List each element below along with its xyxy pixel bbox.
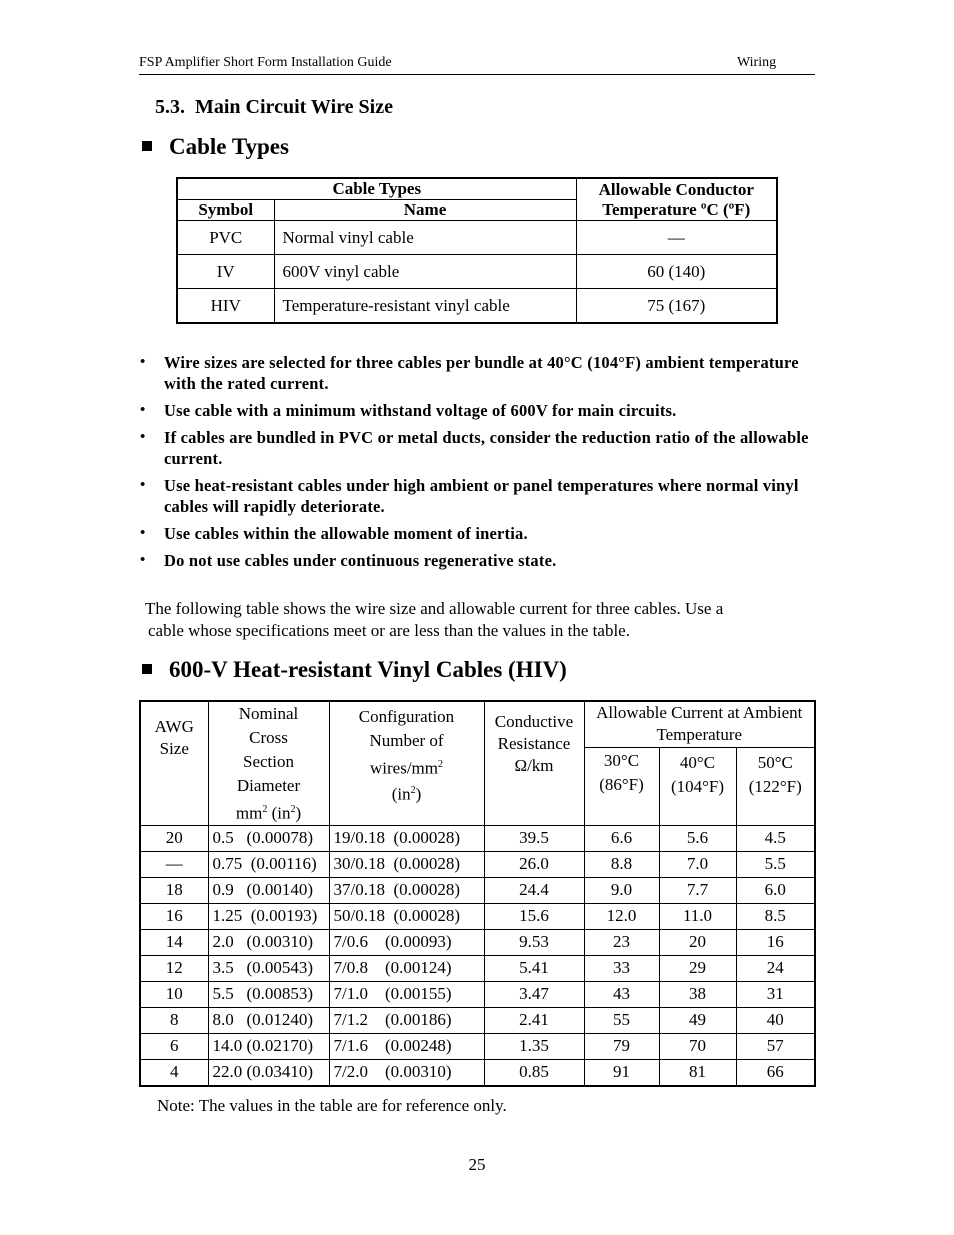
awg-cell: 4: [140, 1059, 208, 1086]
awg-header-line2: Size: [159, 739, 189, 758]
cross-section-cell: 22.0 (0.03410): [208, 1059, 329, 1086]
cross-section-cell: 14.0 (0.02170): [208, 1033, 329, 1059]
configuration-header: [329, 701, 484, 825]
configuration-cell: 7/1.2 (0.00186): [329, 1007, 484, 1033]
current-40c-cell: 7.0: [659, 851, 736, 877]
temp-cell: —: [576, 221, 777, 255]
allowable-temp-header-line1: Allowable Conductor: [598, 179, 754, 199]
resistance-cell: 1.35: [484, 1033, 584, 1059]
name-cell: Normal vinyl cable: [274, 221, 576, 255]
temp-30c-header: 30°C (86°F): [584, 748, 659, 825]
symbol-cell: PVC: [177, 221, 274, 255]
current-50c-cell: 4.5: [736, 825, 815, 851]
table-row: [140, 825, 815, 851]
name-cell: Temperature-resistant vinyl cable: [274, 289, 576, 324]
table-row: [140, 1033, 815, 1059]
current-40c-cell: 5.6: [659, 825, 736, 851]
current-40c-cell: 70: [659, 1033, 736, 1059]
configuration-header-line1: Configuration: [358, 707, 455, 726]
awg-cell: 20: [140, 825, 208, 851]
list-item: • If cables are bundled in PVC or metal ducts, consider the reduction ratio of the allowable current.: [140, 427, 820, 469]
table-row: [140, 1059, 815, 1086]
table-row: [177, 289, 777, 324]
current-30c-cell: 9.0: [584, 877, 659, 903]
current-40c-cell: 49: [659, 1007, 736, 1033]
cross-section-cell: 0.5 (0.00078): [208, 825, 329, 851]
cross-section-cell: 1.25 (0.00193): [208, 903, 329, 929]
current-30c-cell: 55: [584, 1007, 659, 1033]
table-row: [140, 877, 815, 903]
table-row: [140, 903, 815, 929]
resistance-cell: 2.41: [484, 1007, 584, 1033]
configuration-cell: 7/1.0 (0.00155): [329, 981, 484, 1007]
header-rule: [139, 74, 815, 75]
resistance-header-line3: Ω/km: [514, 756, 554, 775]
cross-section-cell: 3.5 (0.00543): [208, 955, 329, 981]
symbol-header: Symbol: [177, 200, 274, 221]
current-50c-cell: 5.5: [736, 851, 815, 877]
configuration-cell: 30/0.18 (0.00028): [329, 851, 484, 877]
current-50c-cell: 31: [736, 981, 815, 1007]
wiring-notes-list: [140, 352, 820, 577]
configuration-header-line3: wires/$mm^2$: [370, 758, 443, 778]
table-row: [140, 981, 815, 1007]
current-30c-cell: 6.6: [584, 825, 659, 851]
awg-cell: 16: [140, 903, 208, 929]
current-40c-cell: 81: [659, 1059, 736, 1086]
temp-cell: 75 (167): [576, 289, 777, 324]
cable-types-group-header: Cable Types: [177, 178, 576, 200]
temp-cell: 60 (140): [576, 255, 777, 289]
current-30c-cell: 43: [584, 981, 659, 1007]
page-number: 25: [468, 1155, 486, 1174]
cross-section-header: [208, 701, 329, 825]
current-30c-cell: 91: [584, 1059, 659, 1086]
table-row: [140, 851, 815, 877]
square-bullet-icon: [142, 664, 152, 674]
resistance-header: [484, 701, 584, 825]
current-40c-cell: 11.0: [659, 903, 736, 929]
intro-paragraph-line2: cable whose specifications meet or are less than the values in the table.: [148, 621, 630, 640]
configuration-cell: 19/0.18 (0.00028): [329, 825, 484, 851]
awg-header-line1: AWG: [154, 717, 194, 736]
resistance-cell: 26.0: [484, 851, 584, 877]
configuration-cell: 7/0.8 (0.00124): [329, 955, 484, 981]
allowable-temp-header-line2: Temperature ºC (ºF): [602, 199, 751, 219]
current-50c-cell: 66: [736, 1059, 815, 1086]
configuration-cell: 7/1.6 (0.00248): [329, 1033, 484, 1059]
resistance-header-line2: Resistance: [497, 734, 571, 753]
hiv-heading: [142, 657, 567, 683]
intro-paragraph: [145, 598, 805, 642]
current-30c-cell: 79: [584, 1033, 659, 1059]
name-cell: 600V vinyl cable: [274, 255, 576, 289]
cross-section-header-line2: Cross: [249, 728, 288, 747]
list-item: • Wire sizes are selected for three cables per bundle at 40°C (104°F) ambient temperature with the rated current.: [140, 352, 820, 394]
symbol-cell: IV: [177, 255, 274, 289]
cross-section-header-line4: Diameter: [236, 776, 301, 795]
section-number: 5.3.: [155, 96, 185, 118]
resistance-cell: 24.4: [484, 877, 584, 903]
resistance-cell: 3.47: [484, 981, 584, 1007]
current-40c-cell: 20: [659, 929, 736, 955]
current-40c-cell: 7.7: [659, 877, 736, 903]
name-header: Name: [274, 200, 576, 221]
table-note: Note: The values in the table are for reference only.: [157, 1096, 507, 1115]
allowable-current-header: [584, 701, 815, 748]
awg-cell: 10: [140, 981, 208, 1007]
cross-section-cell: 0.75 (0.00116): [208, 851, 329, 877]
square-bullet-icon: [142, 141, 152, 151]
current-50c-cell: 8.5: [736, 903, 815, 929]
temp-40c-header: 40°C (104°F): [659, 748, 736, 825]
current-40c-cell: 38: [659, 981, 736, 1007]
current-50c-cell: 57: [736, 1033, 815, 1059]
cross-section-cell: 5.5 (0.00853): [208, 981, 329, 1007]
table-row: [140, 929, 815, 955]
allowable-temp-header: [576, 178, 777, 221]
configuration-cell: 50/0.18 (0.00028): [329, 903, 484, 929]
temp-50c-header: 50°C (122°F): [736, 748, 815, 825]
table-row: [177, 221, 777, 255]
cross-section-cell: 0.9 (0.00140): [208, 877, 329, 903]
intro-paragraph-line1: The following table shows the wire size and allowable current for three cables. Use a: [145, 599, 724, 618]
cross-section-header-line5: $mm^2$ $(in^2)$: [235, 803, 302, 823]
configuration-cell: 7/0.6 (0.00093): [329, 929, 484, 955]
table-row: [140, 1007, 815, 1033]
current-50c-cell: 16: [736, 929, 815, 955]
cross-section-cell: 8.0 (0.01240): [208, 1007, 329, 1033]
awg-cell: 12: [140, 955, 208, 981]
awg-cell: 6: [140, 1033, 208, 1059]
current-30c-cell: 8.8: [584, 851, 659, 877]
list-item: • Do not use cables under continuous regenerative state.: [140, 550, 820, 571]
section-title: Main Circuit Wire Size: [195, 96, 393, 118]
cable-types-heading: [142, 134, 289, 160]
current-30c-cell: 23: [584, 929, 659, 955]
running-header-title: FSP Amplifier Short Form Installation Guide: [139, 55, 392, 70]
resistance-cell: 0.85: [484, 1059, 584, 1086]
awg-cell: —: [140, 851, 208, 877]
configuration-cell: 7/2.0 (0.00310): [329, 1059, 484, 1086]
table-row: [177, 255, 777, 289]
cross-section-header-line3: Section: [243, 752, 294, 771]
configuration-cell: 37/0.18 (0.00028): [329, 877, 484, 903]
list-item: • Use heat-resistant cables under high ambient or panel temperatures where normal vinyl cables will rapidly deteriorate.: [140, 475, 820, 517]
hiv-table-body: [140, 825, 815, 1086]
cross-section-cell: 2.0 (0.00310): [208, 929, 329, 955]
resistance-cell: 39.5: [484, 825, 584, 851]
list-item: • Use cable with a minimum withstand voltage of 600V for main circuits.: [140, 400, 820, 421]
awg-cell: 8: [140, 1007, 208, 1033]
running-header-section: Wiring: [737, 55, 777, 70]
current-50c-cell: 40: [736, 1007, 815, 1033]
current-50c-cell: 24: [736, 955, 815, 981]
current-30c-cell: 12.0: [584, 903, 659, 929]
current-50c-cell: 6.0: [736, 877, 815, 903]
resistance-cell: 15.6: [484, 903, 584, 929]
table-row: [140, 955, 815, 981]
awg-cell: 18: [140, 877, 208, 903]
symbol-cell: HIV: [177, 289, 274, 324]
cross-section-header-line1: Nominal: [238, 704, 299, 723]
resistance-cell: 9.53: [484, 929, 584, 955]
section-heading: [155, 96, 393, 119]
cable-types-heading-text: Cable Types: [169, 134, 289, 159]
configuration-header-line2: Number of: [369, 731, 444, 750]
hiv-wire-table: [139, 700, 816, 1087]
allowable-current-header-line2: Temperature: [656, 725, 743, 744]
current-30c-cell: 33: [584, 955, 659, 981]
current-40c-cell: 29: [659, 955, 736, 981]
resistance-header-line1: Conductive: [494, 712, 574, 731]
awg-header: [140, 701, 208, 825]
list-item: • Use cables within the allowable moment of inertia.: [140, 523, 820, 544]
allowable-current-header-line1: Allowable Current at Ambient: [596, 703, 803, 722]
resistance-cell: 5.41: [484, 955, 584, 981]
hiv-heading-text: 600-V Heat-resistant Vinyl Cables (HIV): [169, 657, 567, 682]
cable-types-table: [176, 177, 778, 324]
configuration-header-line4: $(in^2)$: [391, 784, 422, 804]
awg-cell: 14: [140, 929, 208, 955]
